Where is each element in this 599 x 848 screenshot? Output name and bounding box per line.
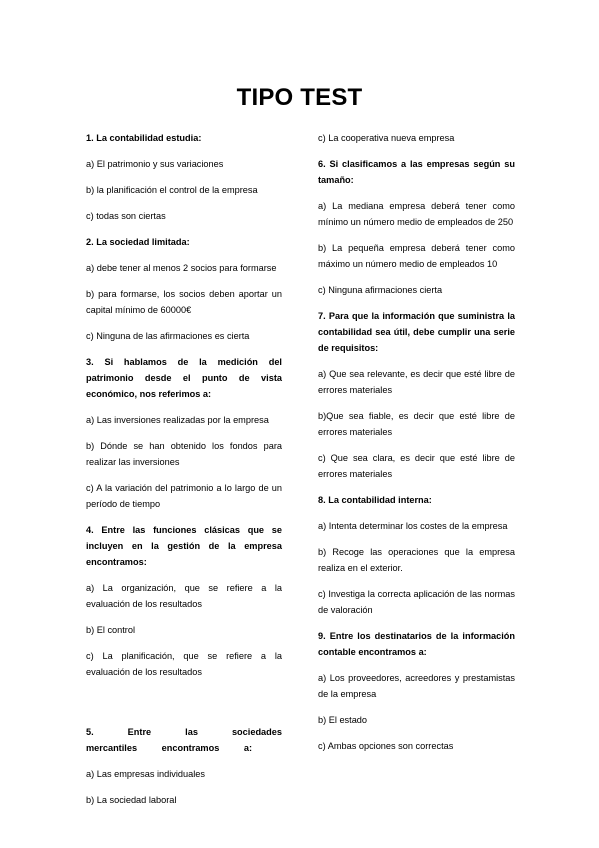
left-column — [86, 130, 282, 808]
option-9a: a) Los proveedores, acreedores y prestamistas de la empresa — [318, 673, 515, 699]
option-1c: c) todas son ciertas — [86, 211, 166, 221]
option-4c: c) La planificación, que se refiere a la evaluación de los resultados — [86, 651, 282, 677]
page-title: TIPO TEST — [236, 84, 363, 111]
question-5: 5. Entre las sociedades mercantiles encontramos a: — [86, 727, 282, 753]
option-9c: c) Ambas opciones son correctas — [318, 741, 454, 751]
option-8b: b) Recoge las operaciones que la empresa realiza en el exterior. — [318, 547, 515, 573]
option-7b: b)Que sea fiable, es decir que esté libre de errores materiales — [318, 411, 515, 437]
question-9: 9. Entre los destinatarios de la información contable encontramos a: — [318, 631, 515, 657]
right-column — [318, 130, 515, 754]
option-5c: c) La cooperativa nueva empresa — [318, 133, 455, 143]
option-5b: b) La sociedad laboral — [86, 795, 177, 805]
option-1b: b) la planificación el control de la empresa — [86, 185, 258, 195]
option-4a: a) La organización, que se refiere a la evaluación de los resultados — [86, 583, 282, 609]
option-6c: c) Ninguna afirmaciones cierta — [318, 285, 443, 295]
question-8: 8. La contabilidad interna: — [318, 495, 432, 505]
question-7: 7. Para que la información que suministra la contabilidad sea útil, debe cumplir una serie de requisitos: — [318, 311, 515, 353]
option-5a: a) Las empresas individuales — [86, 769, 205, 779]
option-7c: c) Que sea clara, es decir que esté libre de errores materiales — [318, 453, 515, 479]
question-1: 1. La contabilidad estudia: — [86, 133, 202, 143]
option-2b: b) para formarse, los socios deben aportar un capital mínimo de 60000€ — [86, 289, 282, 315]
option-3b: b) Dónde se han obtenido los fondos para realizar las inversiones — [86, 441, 282, 467]
question-4: 4. Entre las funciones clásicas que se incluyen en la gestión de la empresa encontramos: — [86, 525, 282, 567]
option-7a: a) Que sea relevante, es decir que esté libre de errores materiales — [318, 369, 515, 395]
question-6: 6. Si clasificamos a las empresas según su tamaño: — [318, 159, 515, 185]
option-2a: a) debe tener al menos 2 socios para formarse — [86, 263, 277, 273]
option-6b: b) La pequeña empresa deberá tener como máximo un número medio de empleados 10 — [318, 243, 515, 269]
option-8a: a) Intenta determinar los costes de la empresa — [318, 521, 508, 531]
question-2: 2. La sociedad limitada: — [86, 237, 190, 247]
option-1a: a) El patrimonio y sus variaciones — [86, 159, 224, 169]
question-3: 3. Si hablamos de la medición del patrimonio desde el punto de vista económico, nos referimos a: — [86, 357, 282, 399]
option-4b: b) El control — [86, 625, 136, 635]
option-2c: c) Ninguna de las afirmaciones es cierta — [86, 331, 250, 341]
option-3a: a) Las inversiones realizadas por la empresa — [86, 415, 269, 425]
option-9b: b) El estado — [318, 715, 368, 725]
option-6a: a) La mediana empresa deberá tener como mínimo un número medio de empleados de 250 — [318, 201, 515, 227]
option-8c: c) Investiga la correcta aplicación de las normas de valoración — [318, 589, 515, 615]
option-3c: c) A la variación del patrimonio a lo largo de un período de tiempo — [86, 483, 282, 509]
